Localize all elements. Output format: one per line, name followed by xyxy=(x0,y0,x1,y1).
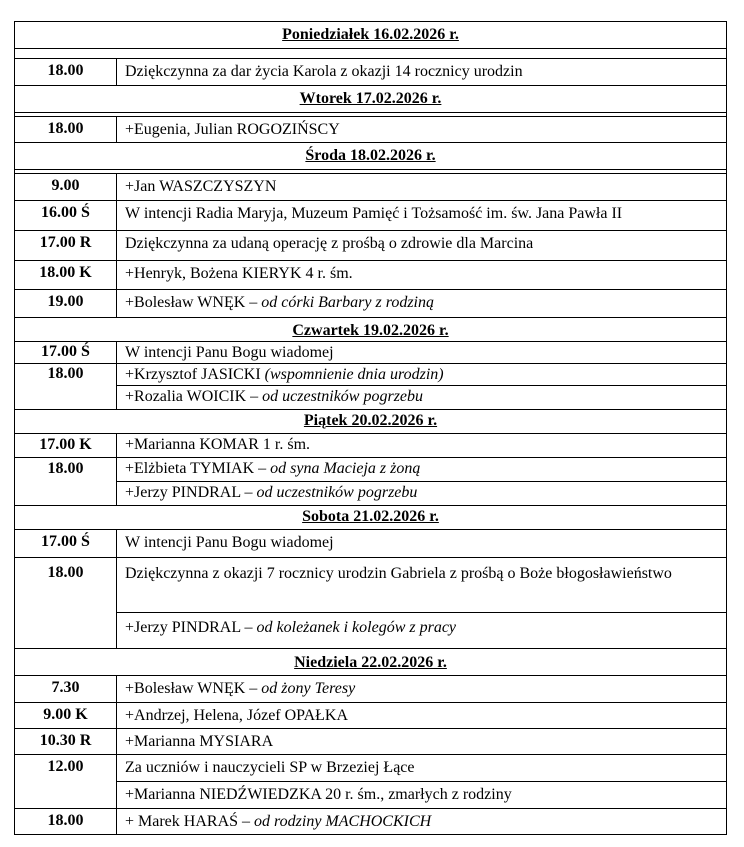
intention-text xyxy=(117,434,727,458)
intention-main: + Marek HARAŚ – xyxy=(125,813,255,830)
intention-row xyxy=(15,809,727,835)
mass-time: 19.00 xyxy=(15,290,117,318)
intention-main: +Jerzy PINDRAL – xyxy=(125,484,257,501)
day-header-row xyxy=(15,506,727,530)
mass-time: 17.00 Ś xyxy=(15,342,117,364)
intention-row xyxy=(15,386,727,410)
intention-row xyxy=(15,59,727,86)
intention-note: od uczestników pogrzebu xyxy=(262,388,424,405)
intention-note: od żony Teresy xyxy=(261,680,356,697)
day-header-row xyxy=(15,86,727,113)
day-header-row xyxy=(15,649,727,676)
mass-time: 9.00 K xyxy=(15,703,117,729)
intention-text xyxy=(117,117,727,143)
day-header-row xyxy=(15,410,727,434)
intention-note: od córki Barbary z rodziną xyxy=(261,294,434,311)
mass-time: 17.00 R xyxy=(15,231,117,261)
intention-row xyxy=(15,782,727,809)
day-header xyxy=(15,410,727,434)
intention-main: +Marianna KOMAR 1 r. śm. xyxy=(125,436,311,453)
day-header-text: Wtorek 17.02.2026 r. xyxy=(299,90,442,107)
intention-text xyxy=(117,231,727,261)
intention-main: W intencji Radia Maryja, Muzeum Pamięć i Tożsamość im. św. Jana Pawła II xyxy=(125,205,623,222)
intention-main: W intencji Panu Bogu wiadomej xyxy=(125,534,334,551)
mass-intentions-table xyxy=(14,21,727,835)
intention-main: +Rozalia WOICIK – xyxy=(125,388,263,405)
day-header-row xyxy=(15,22,727,49)
mass-time: 18.00 xyxy=(15,558,117,649)
intention-main: +Bolesław WNĘK – xyxy=(125,294,262,311)
intention-note: od uczestników pogrzebu xyxy=(256,484,418,501)
intention-text xyxy=(117,342,727,364)
intention-text xyxy=(117,530,727,558)
day-header-text: Piątek 20.02.2026 r. xyxy=(303,412,438,429)
day-header-text: Środa 18.02.2026 r. xyxy=(305,147,436,164)
day-header-text: Niedziela 22.02.2026 r. xyxy=(294,654,447,671)
intention-main: +Bolesław WNĘK – xyxy=(125,680,262,697)
intention-row xyxy=(15,703,727,729)
intention-main: +Marianna NIEDŹWIEDZKA 20 r. śm., zmarłych z rodziny xyxy=(125,786,512,803)
day-header xyxy=(15,22,727,49)
intention-row xyxy=(15,558,727,613)
intention-text xyxy=(117,676,727,703)
mass-time: 18.00 xyxy=(15,59,117,86)
intention-main: +Jerzy PINDRAL – xyxy=(125,619,257,636)
intention-text xyxy=(117,458,727,482)
intention-row xyxy=(15,530,727,558)
intention-main: +Jan WASZCZYSZYN xyxy=(125,178,277,195)
intention-text xyxy=(117,782,727,809)
day-header xyxy=(15,318,727,342)
mass-time: 18.00 xyxy=(15,809,117,835)
intention-note: (wspomnienie dnia urodzin) xyxy=(264,366,444,383)
intention-main: +Krzysztof JASICKI xyxy=(125,366,265,383)
mass-time: 18.00 xyxy=(15,117,117,143)
intention-text xyxy=(117,809,727,835)
intention-text xyxy=(117,755,727,782)
day-header-row xyxy=(15,318,727,342)
intention-row xyxy=(15,676,727,703)
intention-main: +Andrzej, Helena, Józef OPAŁKA xyxy=(125,707,349,724)
intention-note: od koleżanek i kolegów z pracy xyxy=(256,619,457,636)
day-header-text: Poniedziałek 16.02.2026 r. xyxy=(282,26,459,43)
mass-time: 16.00 Ś xyxy=(15,201,117,231)
intention-row xyxy=(15,434,727,458)
day-header xyxy=(15,649,727,676)
intention-text xyxy=(117,261,727,290)
intention-row xyxy=(15,729,727,755)
mass-time: 17.00 Ś xyxy=(15,530,117,558)
intention-row xyxy=(15,342,727,364)
intention-text xyxy=(117,558,727,613)
day-header xyxy=(15,506,727,530)
mass-time: 17.00 K xyxy=(15,434,117,458)
mass-time: 7.30 xyxy=(15,676,117,703)
intention-row xyxy=(15,261,727,290)
intention-main: +Elżbieta TYMIAK – xyxy=(125,460,271,477)
intention-row xyxy=(15,201,727,231)
intention-main: Dziękczynna za udaną operację z prośbą o zdrowie dla Marcina xyxy=(125,235,534,252)
mass-time: 18.00 xyxy=(15,458,117,506)
day-header-row xyxy=(15,143,727,170)
day-header-text: Czwartek 19.02.2026 r. xyxy=(292,322,449,339)
mass-time: 9.00 xyxy=(15,174,117,201)
intention-main: W intencji Panu Bogu wiadomej xyxy=(125,344,334,361)
intention-row xyxy=(15,458,727,482)
intention-main: Dziękczynna z okazji 7 rocznicy urodzin Gabriela z prośbą o Boże błogosławieństwo xyxy=(125,565,672,582)
day-header xyxy=(15,86,727,113)
intention-main: +Marianna MYSIARA xyxy=(125,733,274,750)
intention-main: Za uczniów i nauczycieli SP w Brzeziej Łące xyxy=(125,759,415,776)
intention-row xyxy=(15,613,727,649)
intention-row xyxy=(15,482,727,506)
intention-row xyxy=(15,290,727,318)
intention-note: od rodziny MACHOCKICH xyxy=(254,813,432,830)
intention-main: +Henryk, Bożena KIERYK 4 r. śm. xyxy=(125,265,353,282)
intention-row xyxy=(15,117,727,143)
day-header-text: Sobota 21.02.2026 r. xyxy=(302,508,439,525)
intention-text xyxy=(117,386,727,410)
day-header xyxy=(15,143,727,170)
intention-row xyxy=(15,174,727,201)
mass-time: 10.30 R xyxy=(15,729,117,755)
spacer-row xyxy=(15,49,727,59)
mass-time: 18.00 K xyxy=(15,261,117,290)
intention-text xyxy=(117,201,727,231)
mass-time: 12.00 xyxy=(15,755,117,809)
intention-note: od syna Macieja z żoną xyxy=(270,460,421,477)
intention-text xyxy=(117,290,727,318)
intention-text xyxy=(117,703,727,729)
intention-text xyxy=(117,174,727,201)
intention-text xyxy=(117,613,727,649)
intention-row xyxy=(15,755,727,782)
mass-time: 18.00 xyxy=(15,364,117,410)
intention-text xyxy=(117,364,727,386)
intention-main: Dziękczynna za dar życia Karola z okazji 14 rocznicy urodzin xyxy=(125,63,523,80)
intention-row xyxy=(15,364,727,386)
intention-row xyxy=(15,231,727,261)
intention-main: +Eugenia, Julian ROGOZIŃSCY xyxy=(125,121,340,138)
intention-text xyxy=(117,729,727,755)
intention-text xyxy=(117,482,727,506)
intention-text xyxy=(117,59,727,86)
